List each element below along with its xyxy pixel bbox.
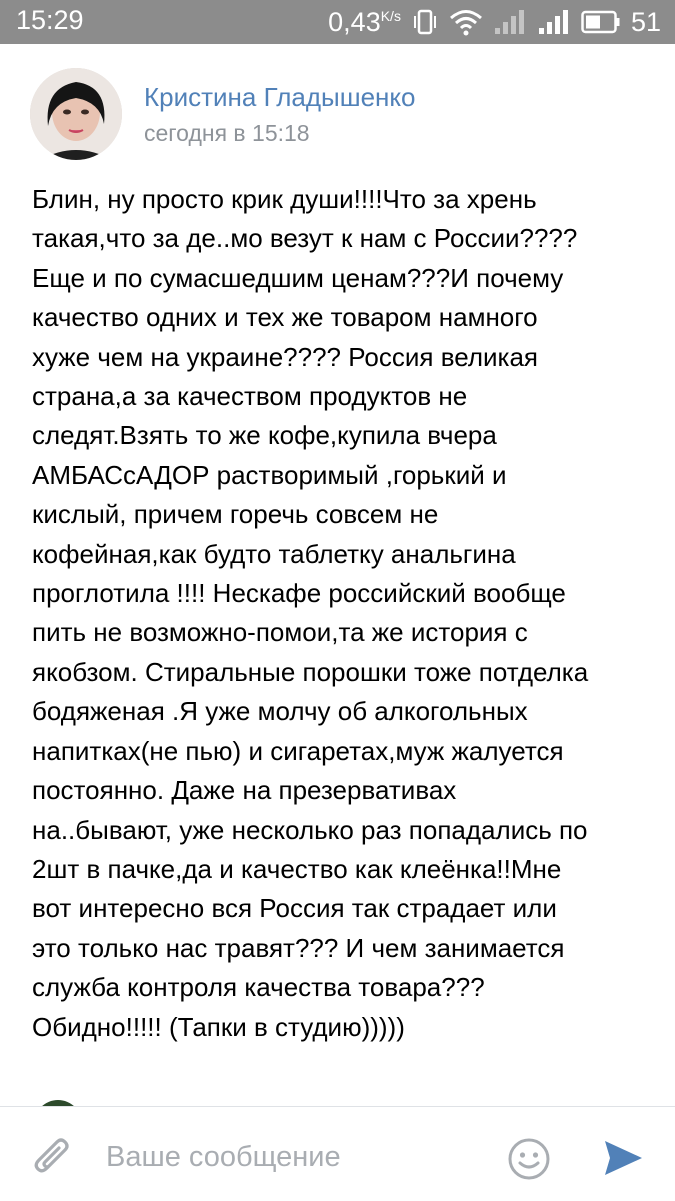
battery-level: 51	[630, 6, 661, 37]
wifi-icon	[449, 5, 483, 39]
post-text-line: 2шт в пачке,да и качество как клеёнка!!Мне	[32, 853, 562, 884]
post-text-line: кислый, причем горечь совсем не	[32, 499, 439, 530]
network-speed-value: 0,43	[328, 6, 381, 37]
post-text-line: якобзом. Стиральные порошки тоже потделка	[32, 656, 589, 687]
signal-icon	[537, 5, 571, 39]
post-text-line: служба контроля качества товара???	[32, 972, 485, 1003]
post-text-line: напитках(не пью) и сигаретах,муж жалуется	[32, 735, 564, 766]
message-composer	[0, 1106, 675, 1201]
author-name[interactable]: Кристина Гладышенко	[144, 82, 416, 112]
signal-weak-icon	[493, 5, 527, 39]
post-text-line: Еще и по сумасшедшим ценам???И почему	[32, 262, 564, 293]
post-text-line: АМБАСсАДОР растворимый ,горький и	[32, 459, 507, 490]
network-speed-unit: K/s	[380, 7, 401, 24]
battery-icon	[581, 5, 621, 39]
message-input[interactable]	[106, 1137, 466, 1177]
post-text-line: страна,а за качеством продуктов не	[32, 381, 468, 412]
post-text-line: такая,что за де..мо везут к нам с России????	[32, 223, 578, 254]
post-text-line: вот интересно вся Россия так страдает или	[32, 893, 557, 924]
post-text-line: хуже чем на украине???? Россия великая	[32, 341, 538, 372]
post-time: сегодня в 15:18	[144, 120, 310, 146]
post-text-line: кофейная,как будто таблетку анальгина	[32, 538, 516, 569]
status-icons	[328, 5, 661, 39]
vibrate-icon	[411, 5, 439, 39]
post-text-line: следят.Взять то же кофе,купила вчера	[32, 420, 497, 451]
post-text-line: Блин, ну просто крик души!!!!Что за хрень	[32, 184, 537, 214]
post-text-line: проглотила !!!! Нескафе российский вообще	[32, 578, 566, 609]
post-text-line: на..бывают, уже несколько раз попадались по	[32, 814, 588, 845]
post-text-line: бодяженая .Я уже молчу об алкогольных	[32, 696, 528, 727]
avatar[interactable]	[30, 68, 122, 160]
network-speed	[328, 7, 401, 38]
status-time: 15:29	[16, 5, 84, 35]
post-text-line: качество одних и тех же товаром намного	[32, 302, 538, 333]
post-text-line: постоянно. Даже на презервативах	[32, 775, 457, 806]
smiley-icon[interactable]	[507, 1137, 551, 1181]
send-icon[interactable]	[602, 1137, 644, 1179]
post-text-line: пить не возможно-помои,та же история с	[32, 617, 528, 648]
post-text	[32, 180, 652, 1047]
status-bar	[0, 0, 675, 44]
post-text-line: Обидно!!!!! (Тапки в студию)))))	[32, 1011, 405, 1042]
paperclip-icon[interactable]	[30, 1135, 76, 1181]
post-text-line: это только нас травят??? И чем занимается	[32, 932, 565, 963]
